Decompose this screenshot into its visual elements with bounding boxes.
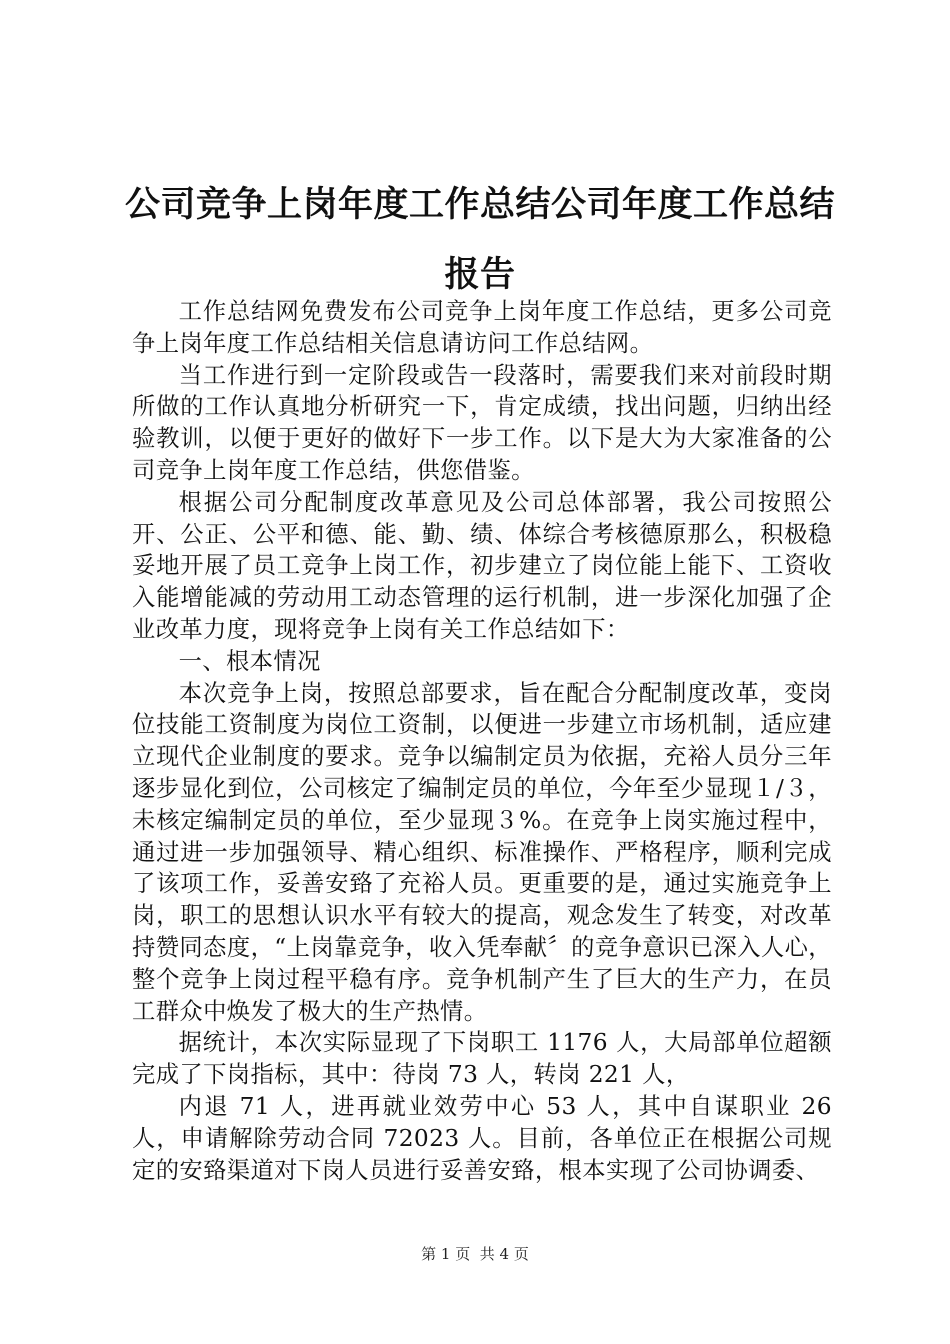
- paragraph: 当工作进行到一定阶段或告一段落时，需要我们来对前段时期所做的工作认真地分析研究一下，肯定成绩，找出问题，归纳出经验教训，以便于更好的做好下一步工作。以下是大为大家准备的公司竞争上岗年度工作总结，供您借鉴。: [132, 361, 832, 484]
- paragraph: 工作总结网免费发布公司竞争上岗年度工作总结，更多公司竞争上岗年度工作总结相关信息请访问工作总结网。: [132, 298, 832, 357]
- page-number: 第 1 页: [421, 1245, 471, 1263]
- paragraph: 根据公司分配制度改革意见及公司总体部署，我公司按照公开、公正、公平和德、能、勤、绩、体综合考核德原那么，积极稳妥地开展了员工竞争上岗工作，初步建立了岗位能上能下、工资收入能增能减的劳动用工动态管理的运行机制，进一步深化加强了企业改革力度，现将竞争上岗有关工作总结如下：: [132, 488, 832, 643]
- section-heading: 一、根本情况: [178, 647, 321, 675]
- paragraph: 据统计，本次实际显现了下岗职工 1176 人，大局部单位超额完成了下岗指标，其中：待岗 73 人，转岗 221 人，: [132, 1029, 832, 1089]
- page-total: 共 4 页: [479, 1245, 529, 1263]
- document-title: 公司竞争上岗年度工作总结公司年度工作总结报告: [124, 184, 835, 295]
- page-footer: [0, 1243, 950, 1264]
- paragraph: 内退 71 人，进再就业效劳中心 53 人，其中自谋职业 26 人，申请解除劳动合同 72023 人。目前，各单位正在根据公司规定的安臵渠道对下岗人员进行妥善安臵，根本实现了公司协调委、: [132, 1092, 832, 1184]
- document-body: [132, 296, 832, 1186]
- paragraph: 本次竞争上岗，按照总部要求，旨在配合分配制度改革，变岗位技能工资制度为岗位工资制，以便进一步建立市场机制，适应建立现代企业制度的要求。竞争以编制定员为依据，充裕人员分三年逐步显化到位，公司核定了编制定员的单位，今年至少显现１/３，未核定编制定员的单位，至少显现３%。在竞争上岗实施过程中，通过进一步加强领导、精心组织、标准操作、严格程序，顺利完成了该项工作，妥善安臵了充裕人员。更重要的是，通过实施竞争上岗，职工的思想认识水平有较大的提高，观念发生了转变，对改革持赞同态度，“上岗靠竞争，收入凭奉献〞的竞争意识已深入人心，整个竞争上岗过程平稳有序。竞争机制产生了巨大的生产力，在员工群众中焕发了极大的生产热情。: [132, 679, 832, 1025]
